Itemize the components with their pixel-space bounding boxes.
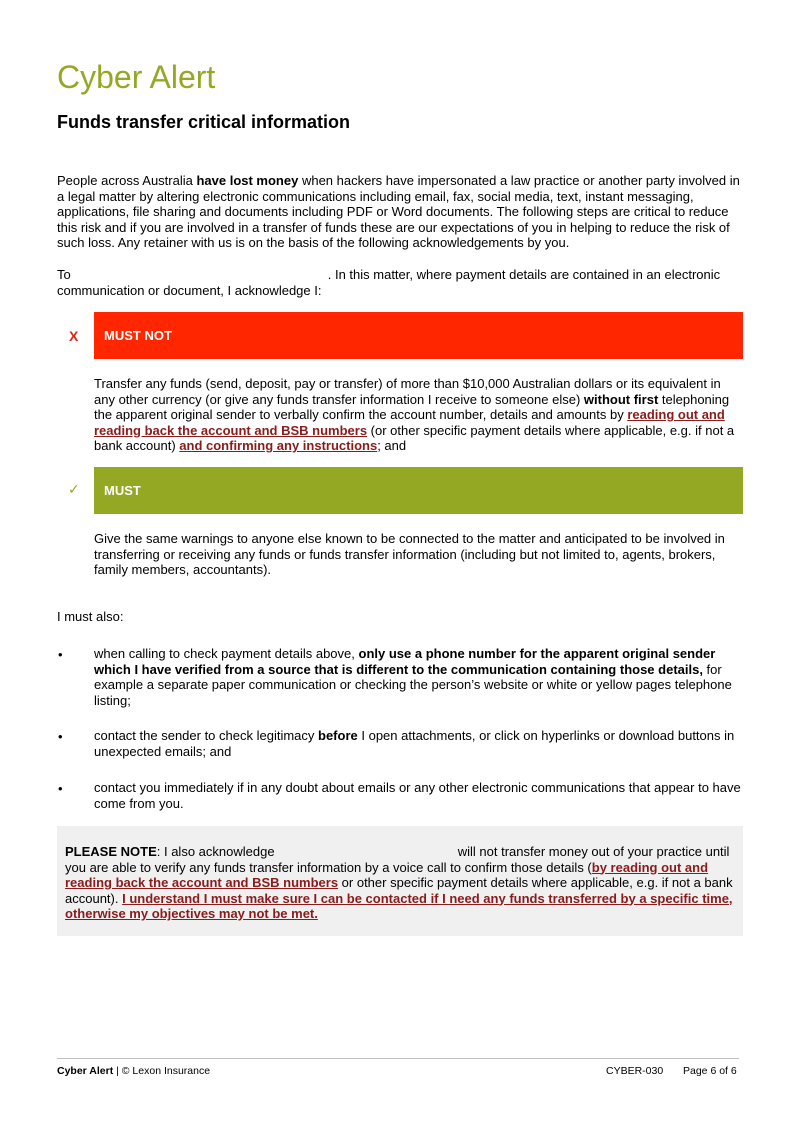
bullet-icon: • [58, 781, 63, 796]
footer-page-number: Page 6 of 6 [683, 1065, 737, 1077]
list-item: contact you immediately if in any doubt about emails or any other electronic communications that appear to have come from you. [94, 780, 741, 811]
must-not-text: Transfer any funds (send, deposit, pay or transfer) of more than $10,000 Australian dollars or its equivalent in any other currency (or give any funds transfer information I receive to someone else) without first telephoning the apparent original sender to verbally confirm the account number, details and amounts by reading out and reading back the account and BSB numbers (or other specific payment details where applicable, e.g. if not a bank account) and confirming any instructions; and [94, 376, 735, 453]
must-not-label: MUST NOT [104, 328, 172, 343]
intro-paragraph: People across Australia have lost money when hackers have impersonated a law practice or another party involved in a legal matter by altering electronic communications including email, fax, social media, text, instant messaging, applications, file sharing and documents including PDF or Word documents. The following steps are critical to reduce this risk and if you are involved in a transfer of funds these are our expectations of you in helping to reduce the risk of such loss. Any retainer with us is on the basis of the following acknowledgements by you. [57, 173, 740, 250]
please-note-text: PLEASE NOTE: I also acknowledge will not transfer money out of your practice until you are able to verify any funds transfer information by a voice call to confirm those details (by reading out and reading back the account and BSB numbers or other specific payment details where applicable, e.g. if not a bank account). I understand I must make sure I can be contacted if I need any funds transferred by a specific time, otherwise my objectives may not be met. [65, 844, 733, 921]
must-text: Give the same warnings to anyone else known to be connected to the matter and anticipated to be involved in transferring or receiving any funds or funds transfer information (including but not limited to, agents, brokers, family members, accountants). [94, 531, 725, 577]
footer-brand: Cyber Alert | © Lexon Insurance [57, 1065, 211, 1077]
x-icon: X [69, 328, 79, 344]
footer-document-code: CYBER-030 [606, 1065, 664, 1077]
must-not-banner [94, 312, 743, 359]
document-subtitle: Funds transfer critical information [57, 112, 351, 132]
bullet-icon: • [58, 729, 63, 744]
document-title: Cyber Alert [57, 59, 216, 95]
check-icon: ✓ [68, 481, 80, 497]
list-item: when calling to check payment details above, only use a phone number for the apparent original sender which I have verified from a source that is different to the communication containing those details, for example a separate paper communication or checking the person’s website or white or yellow pages telephone listing; [94, 646, 732, 708]
please-note-box [57, 826, 743, 936]
list-item: contact the sender to check legitimacy before I open attachments, or click on hyperlinks or download buttons in unexpected emails; and [94, 728, 735, 759]
must-label: MUST [104, 483, 141, 498]
must-banner [94, 467, 743, 514]
acknowledgement-paragraph: To . In this matter, where payment details are contained in an electronic communication or document, I acknowledge I: [57, 267, 721, 298]
bullet-icon: • [58, 647, 63, 662]
must-also-heading: I must also: [57, 609, 124, 624]
footer-divider [57, 1058, 739, 1059]
